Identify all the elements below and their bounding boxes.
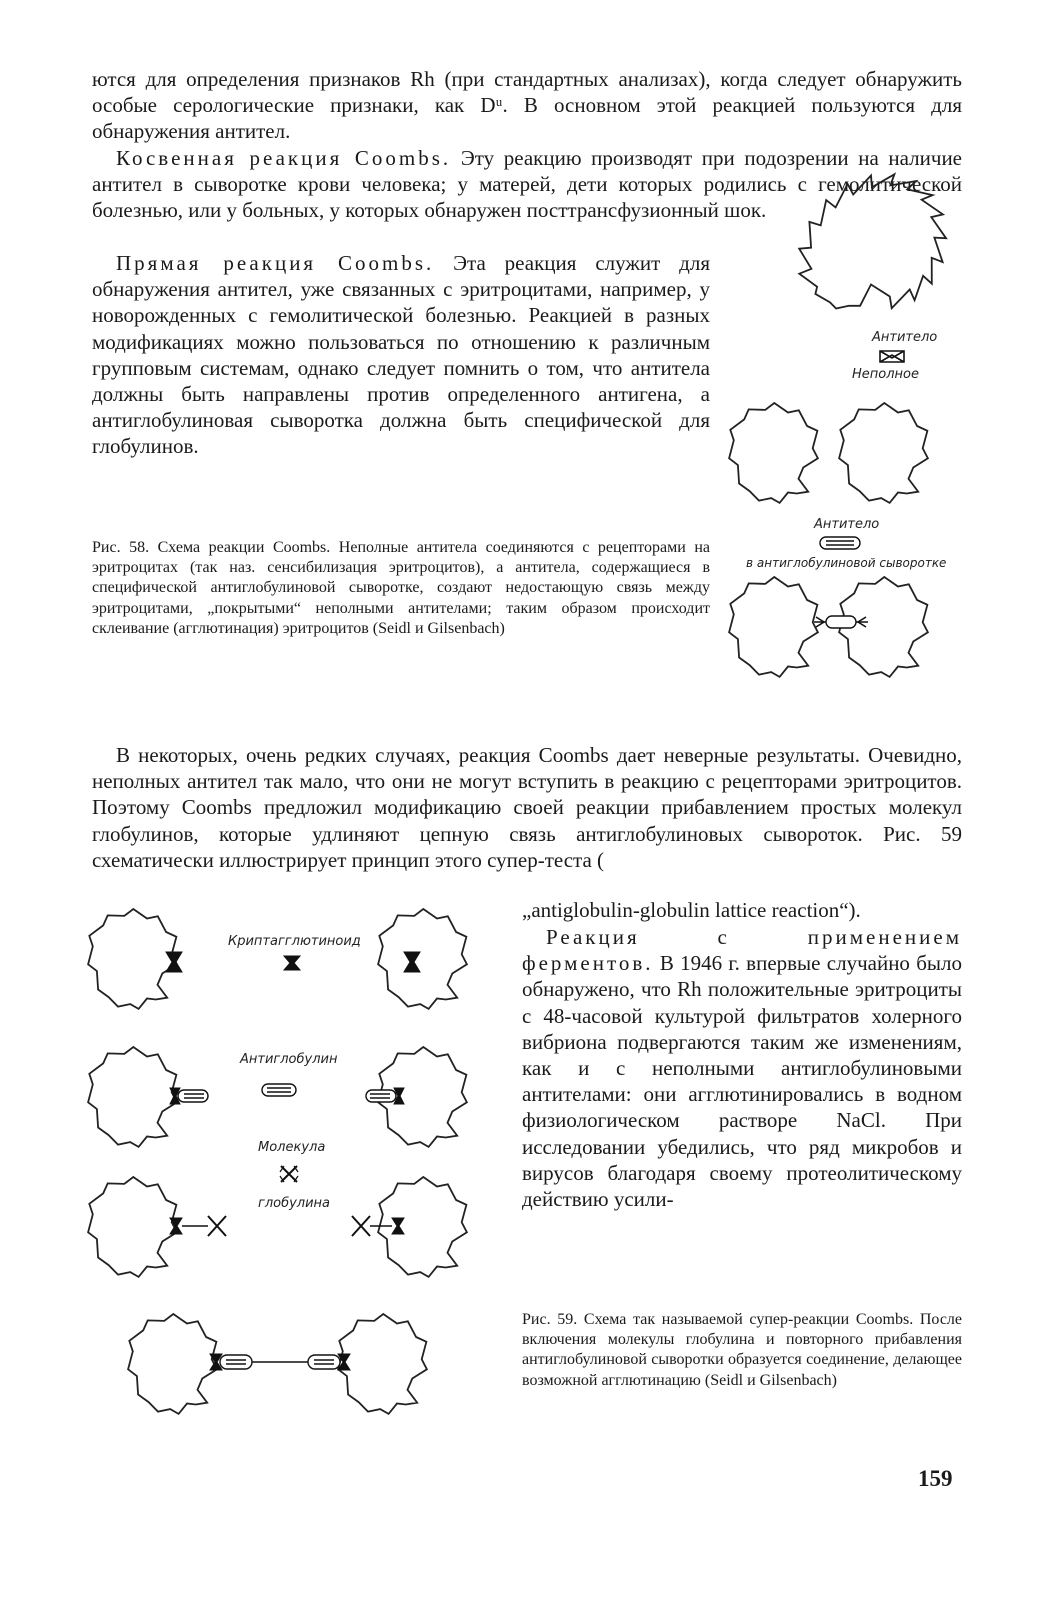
direct-coombs-text: Эта реакция служит для обнаружения антител, уже связанных с эритроцитами, например, у новорожденных с гемолитической болезнью. Реакцией в разных модификациях можно пользоваться по отношению к различным групповым системам, однако следует помнить о том, что антитела должны быть направлены против определенного антигена, а антиглобулиновая сыворотка должна быть специфической для глобулинов. (92, 251, 710, 459)
fig58-serum-antibody-icon (820, 537, 860, 549)
fig58-erythrocyte-top (799, 174, 946, 308)
indirect-coombs-heading: Косвенная реакция Coombs. (116, 146, 452, 170)
enzyme-reaction-text: В 1946 г. впервые случайно было обнаружено, что Rh положительные эритроциты с 48-часовой культурой фильтратов холерного вибриона подвергаются таким же изменениям, как и с неполными антиглобулиновыми антителами: они агглютинировались в водном физиологическом растворе NaCl. При исследовании убедились, что ряд микробов и вирусов благодаря своему протеолитическому действию усили- (522, 951, 962, 1212)
figure-58-diagram (729, 174, 946, 677)
enzyme-reaction-heading: Реакция с применением ферментов. (522, 925, 962, 976)
page-number: 159 (918, 1466, 953, 1491)
fig59-label-globulin: глобулина (258, 1196, 331, 1211)
fig58-label-antibody-serum: Антитело (814, 517, 880, 532)
figure-59-caption: Рис. 59. Схема так называемой супер-реакции Coombs. После включения молекулы глобулина и повторного прибавления антиглобулиновой сыворотки образуется соединение, делающее возможной агглютинацию (Seidl и Gilsenbach) (522, 1311, 962, 1389)
fig58-erythrocyte-right (839, 403, 928, 503)
fig58-erythrocyte-bottom-left (729, 577, 818, 677)
fig58-label-antiglobulin-serum: в антиглобулиновой сыворотке (746, 556, 947, 570)
fig59-erythrocyte-row4-right (338, 1314, 427, 1414)
fig59-erythrocyte-row1-right (378, 909, 467, 1009)
fig59-erythrocyte-row4-left (128, 1314, 217, 1414)
direct-coombs-heading: Прямая реакция Coombs. (116, 251, 435, 275)
fig58-erythrocyte-left (729, 403, 818, 503)
fig59-erythrocyte-row1-left (88, 909, 177, 1009)
fig58-label-incomplete: Неполное (852, 367, 919, 382)
fig59-label-cryptagglutinoid: Криптагглютиноид (228, 934, 361, 949)
figure-59-diagram (88, 909, 467, 1414)
fig59-erythrocyte-row3-right (378, 1177, 467, 1277)
fig58-label-antibody: Антитело (872, 330, 938, 345)
fig59-cryptagglutinoid-icon (284, 956, 300, 970)
paragraph-top: ются для определения признаков Rh (при стандартных анализах), когда следует обнаружить особые серологические признаки, как Dᵘ. В основном этой реакцией пользуются для обнаружения антител. (92, 67, 962, 144)
fig58-incomplete-antibody-icon (880, 351, 904, 362)
indirect-coombs-text: Эту реакцию производят при подозрении на наличие антител в сыворотке крови человека; у матерей, дети которых родились с гемолитической болезнью, или у больных, у которых обнаружен посттрансфузионный шок. (92, 146, 963, 223)
fig59-erythrocyte-row3-left (88, 1177, 177, 1277)
fig59-globulin-attached-left (170, 1216, 226, 1236)
fig59-label-molecule: Молекула (258, 1140, 326, 1155)
fig59-antiglobulin-attached-right (366, 1088, 404, 1104)
paragraph-super-test: В некоторых, очень редких случаях, реакция Coombs дает неверные результаты. Очевидно, неполных антител так мало, что они не могут вступить в реакцию с рецепторами эритроцитов. Поэтому Coombs предложил модификацию своей реакции прибавлением простых молекул глобулинов, которые удлиняют цепную связь антиглобулиновых сывороток. Рис. 59 схематически иллюстрирует принцип этого супер-теста ( (92, 743, 962, 872)
fig59-erythrocyte-row2-left (88, 1047, 177, 1147)
fig59-antiglobulin-attached-left (170, 1088, 208, 1104)
fig59-label-antiglobulin: Антиглобулин (240, 1052, 338, 1067)
fig59-lattice-bridge (210, 1354, 350, 1370)
fig59-antiglobulin-icon (262, 1084, 296, 1096)
fig59-globulin-molecule-icon (280, 1166, 298, 1182)
paragraph-super-test-tail: „antiglobulin-globulin lattice reaction“). (522, 898, 861, 922)
figure-58-caption: Рис. 58. Схема реакции Coombs. Неполные антитела соединяются с рецепторами на эритроцитах (так наз. сенсибилизация эритроцитов), а антитела, содержащиеся в специфической антиглобулиновой сыворотке, создают недостающую связь между эритроцитами, „покрытыми“ неполными антителами; таким образом происходит склеивание (агглютинация) эритроцитов (Seidl и Gilsenbach) (92, 539, 710, 637)
fig59-receptor-mark (166, 952, 182, 972)
fig58-agglutination-bridge (814, 616, 868, 628)
